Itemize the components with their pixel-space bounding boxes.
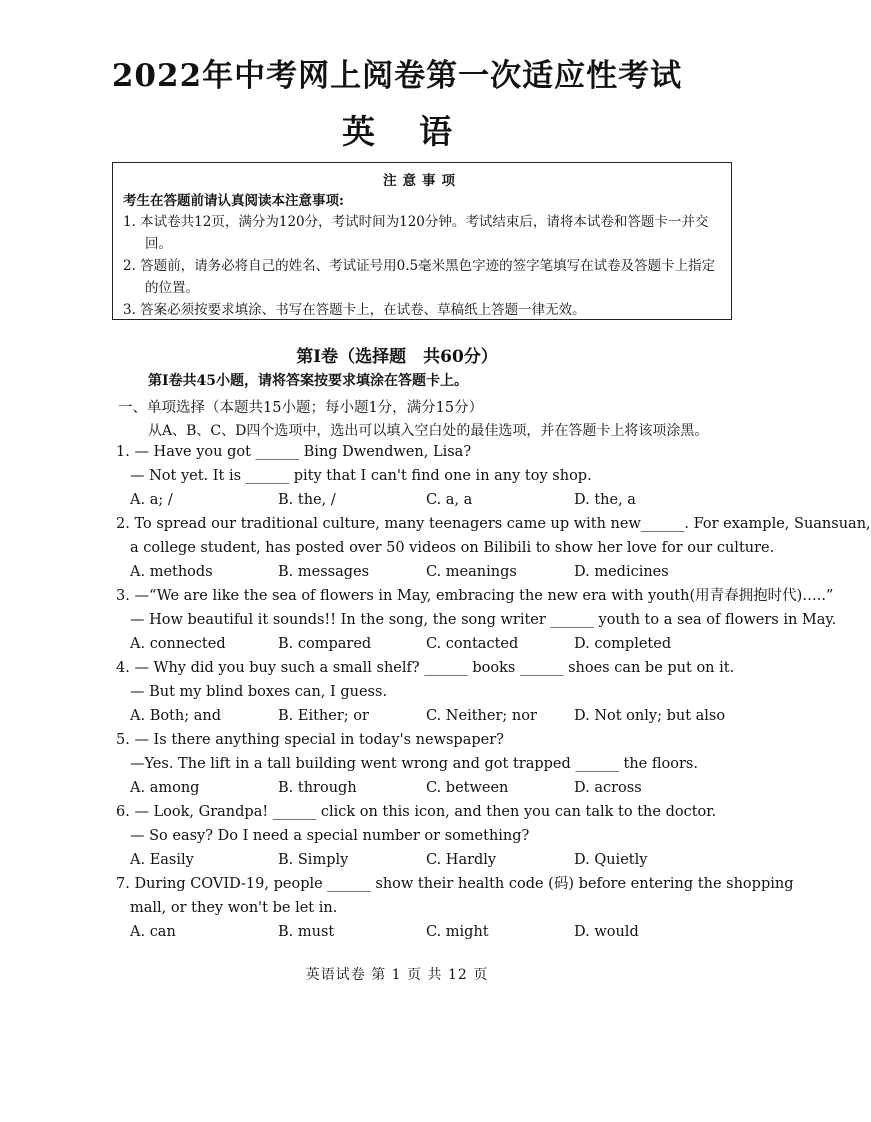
option-d: D. Quietly — [574, 852, 648, 868]
option-a: A. connected — [130, 636, 226, 652]
question-stem: 6. — Look, Grandpa! ______ click on this icon, and then you can talk to the doctor. — [116, 804, 717, 820]
section-note: 第I卷共45小题，请将答案按要求填涂在答题卡上。 — [148, 373, 469, 389]
question-stem: — But my blind boxes can, I guess. — [130, 684, 388, 700]
option-d: D. would — [574, 924, 639, 940]
question-stem: — How beautiful it sounds!! In the song, the song writer ______ youth to a sea of flowers in May. — [130, 612, 837, 628]
option-row — [116, 704, 736, 728]
question-7 — [116, 872, 794, 944]
question-stem: 2. To spread our traditional culture, many teenagers came up with new______. For example, Suansuan, — [116, 516, 871, 532]
part-instruction: 从A、B、C、D四个选项中，选出可以填入空白处的最佳选项，并在答题卡上将该项涂黑。 — [148, 423, 709, 439]
option-d: D. completed — [574, 636, 672, 652]
question-stem: — So easy? Do I need a special number or something? — [130, 828, 530, 844]
option-a: A. Both; and — [130, 708, 222, 724]
option-a: A. among — [130, 780, 200, 796]
option-c: C. a, a — [426, 492, 473, 508]
notice-item-3: 3. 答案必须按要求填涂、书写在答题卡上，在试卷、草稿纸上答题一律无效。 — [123, 302, 586, 318]
question-stem: mall, or they won't be let in. — [130, 900, 338, 916]
part-title: 一、单项选择（本题共15小题；每小题1分，满分15分） — [118, 400, 484, 416]
question-5 — [116, 728, 736, 800]
question-list — [116, 440, 871, 944]
question-stem: 4. — Why did you buy such a small shelf? ______ books ______ shoes can be put on it. — [116, 660, 735, 676]
option-c: C. contacted — [426, 636, 519, 652]
option-b: B. must — [278, 924, 335, 940]
question-stem: 1. — Have you got ______ Bing Dwendwen, Lisa? — [116, 444, 472, 460]
question-3 — [116, 584, 837, 656]
option-row — [116, 560, 736, 584]
option-c: C. Neither; nor — [426, 708, 537, 724]
option-a: A. a; / — [130, 492, 173, 508]
section-title: 第I卷（选择题 共60分） — [296, 347, 498, 367]
option-b: B. Simply — [278, 852, 349, 868]
notice-heading: 注意事项 — [383, 173, 461, 189]
question-stem: —Yes. The lift in a tall building went wrong and got trapped ______ the floors. — [130, 756, 698, 772]
option-b: B. Either; or — [278, 708, 369, 724]
option-c: C. between — [426, 780, 509, 796]
option-row — [116, 848, 736, 872]
option-row — [116, 776, 736, 800]
option-d: D. medicines — [574, 564, 669, 580]
option-c: C. Hardly — [426, 852, 497, 868]
question-stem: 3. —“We are like the sea of flowers in May, embracing the new era with youth(用青春拥抱时代)…..” — [116, 588, 834, 604]
exam-title: 2022年中考网上阅卷第一次适应性考试 — [111, 58, 683, 94]
question-stem: 7. During COVID-19, people ______ show their health code (码) before entering the shopping — [116, 876, 794, 892]
option-row — [116, 632, 736, 656]
option-a: A. can — [130, 924, 176, 940]
subject-title: 英语 — [342, 112, 496, 151]
option-d: D. across — [574, 780, 642, 796]
option-c: C. meanings — [426, 564, 517, 580]
option-b: B. the, / — [278, 492, 336, 508]
question-2 — [116, 512, 871, 584]
option-b: B. compared — [278, 636, 372, 652]
option-row — [116, 920, 736, 944]
option-a: A. Easily — [130, 852, 194, 868]
option-row — [116, 488, 736, 512]
option-d: D. Not only; but also — [574, 708, 726, 724]
question-1 — [116, 440, 736, 512]
question-stem: — Not yet. It is ______ pity that I can't find one in any toy shop. — [130, 468, 592, 484]
option-b: B. messages — [278, 564, 370, 580]
notice-box — [112, 162, 732, 320]
option-c: C. might — [426, 924, 489, 940]
page-footer: 英语试卷 第 1 页 共 12 页 — [305, 967, 489, 983]
notice-item-1: 1. 本试卷共12页，满分为120分，考试时间为120分钟。考试结束后，请将本试卷和答题卡一并交回。 — [123, 214, 709, 252]
option-a: A. methods — [130, 564, 213, 580]
question-4 — [116, 656, 736, 728]
question-6 — [116, 800, 736, 872]
option-b: B. through — [278, 780, 357, 796]
question-stem: a college student, has posted over 50 videos on Bilibili to show her love for our culture. — [130, 540, 775, 556]
option-d: D. the, a — [574, 492, 636, 508]
question-stem: 5. — Is there anything special in today's newspaper? — [116, 732, 504, 748]
notice-intro: 考生在答题前请认真阅读本注意事项: — [123, 193, 344, 209]
notice-item-2: 2. 答题前，请务必将自己的姓名、考试证号用0.5毫米黑色字迹的签字笔填写在试卷及答题卡上指定的位置。 — [123, 258, 716, 296]
